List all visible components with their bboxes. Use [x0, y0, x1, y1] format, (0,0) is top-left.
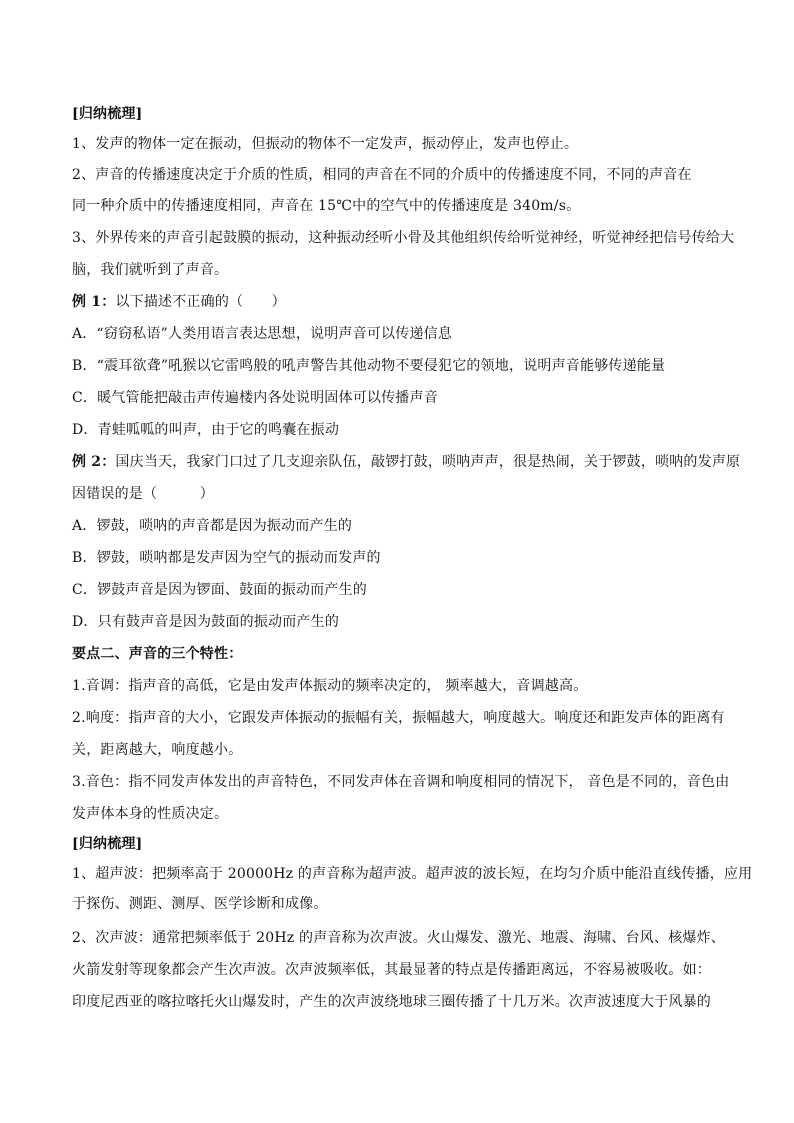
timbre-definition-line-1: 3.音色：指不同发声体发出的声音特色，不同发声体在音调和响度相同的情况下， 音色是不同的，音色由 — [72, 774, 730, 790]
infrasound-line-2: 火箭发射等现象都会产生次声波。次声波频率低，其最显著的特点是传播距离远，不容易被吸收。如： — [72, 962, 711, 978]
example-2-option-b: B．锣鼓，唢呐都是发声因为空气的振动而发声的 — [72, 550, 381, 566]
summary-point-3-line-2: 脑，我们就听到了声音。 — [72, 262, 229, 278]
example-1-question — [72, 292, 286, 312]
infrasound-line-3: 印度尼西亚的喀拉喀托火山爆发时，产生的次声波绕地球三圈传播了十几万米。次声波速度大于风暴的 — [72, 994, 711, 1010]
example-1-option-a: A．“窃窃私语”人类用语言表达思想，说明声音可以传递信息 — [72, 326, 453, 342]
infrasound-line-1: 2、次声波：通常把频率低于 20Hz 的声音称为次声波。火山爆发、激光、地震、海啸、台风、核爆炸、 — [72, 930, 726, 946]
summary-2-heading: [归纳梳理] — [72, 836, 143, 852]
example-2-question-text: 国庆当天，我家门口过了几支迎亲队伍，敲锣打鼓，唢呐声声，很是热闹，关于锣鼓，唢呐的发声原 — [115, 454, 741, 470]
example-1-option-d: D．青蛙呱呱的叫声，由于它的鸣囊在振动 — [72, 422, 340, 438]
example-2-option-d: D．只有鼓声音是因为鼓面的振动而产生的 — [72, 614, 340, 630]
summary-heading: [归纳梳理] — [72, 106, 143, 122]
timbre-definition-line-2: 发声体本身的性质决定。 — [72, 806, 229, 822]
pitch-definition: 1.音调：指声音的高低，它是由发声体振动的频率决定的， 频率越大，音调越高。 — [72, 678, 588, 694]
example-2-question-line-1 — [72, 452, 740, 472]
ultrasound-line-2: 于探伤、测距、测厚、医学诊断和成像。 — [72, 896, 328, 912]
example-1-label: 例 1： — [72, 294, 116, 310]
summary-point-3-line-1: 3、外界传来的声音引起鼓膜的振动，这种振动经听小骨及其他组织传给听觉神经，听觉神经把信号传给大 — [72, 230, 735, 246]
key-point-2-heading: 要点二、声音的三个特性： — [72, 646, 243, 662]
example-1-option-c: C．暖气管能把敲击声传遍楼内各处说明固体可以传播声音 — [72, 390, 438, 406]
example-2-option-c: C．锣鼓声音是因为锣面、鼓面的振动而产生的 — [72, 582, 367, 598]
summary-point-2-line-1: 2、声音的传播速度决定于介质的性质，相同的声音在不同的介质中的传播速度不同，不同的声音在 — [72, 167, 692, 183]
ultrasound-line-1: 1、超声波：把频率高于 20000Hz 的声音称为超声波。超声波的波长短，在均匀介质中能沿直线传播，应用 — [72, 866, 753, 882]
example-2-option-a: A．锣鼓，唢呐的声音都是因为振动而产生的 — [72, 518, 353, 534]
example-1-question-text: 以下描述不正确的（ ） — [115, 294, 286, 310]
summary-point-1: 1、发声的物体一定在振动，但振动的物体不一定发声，振动停止，发声也停止。 — [72, 136, 579, 152]
loudness-definition-line-2: 关，距离越大，响度越小。 — [72, 742, 243, 758]
summary-point-2-line-2: 同一种介质中的传播速度相同，声音在 15℃中的空气中的传播速度是 340m/s。 — [72, 198, 581, 214]
loudness-definition-line-1: 2.响度：指声音的大小，它跟发声体振动的振幅有关，振幅越大，响度越大。响度还和距发声体的距离有 — [72, 710, 725, 726]
example-2-question-line-2: 因错误的是（ ） — [72, 486, 214, 502]
example-2-label: 例 2： — [72, 454, 116, 470]
example-1-option-b: B．“震耳欲聋”吼猴以它雷鸣般的吼声警告其他动物不要侵犯它的领地，说明声音能够传递能量 — [72, 358, 666, 374]
